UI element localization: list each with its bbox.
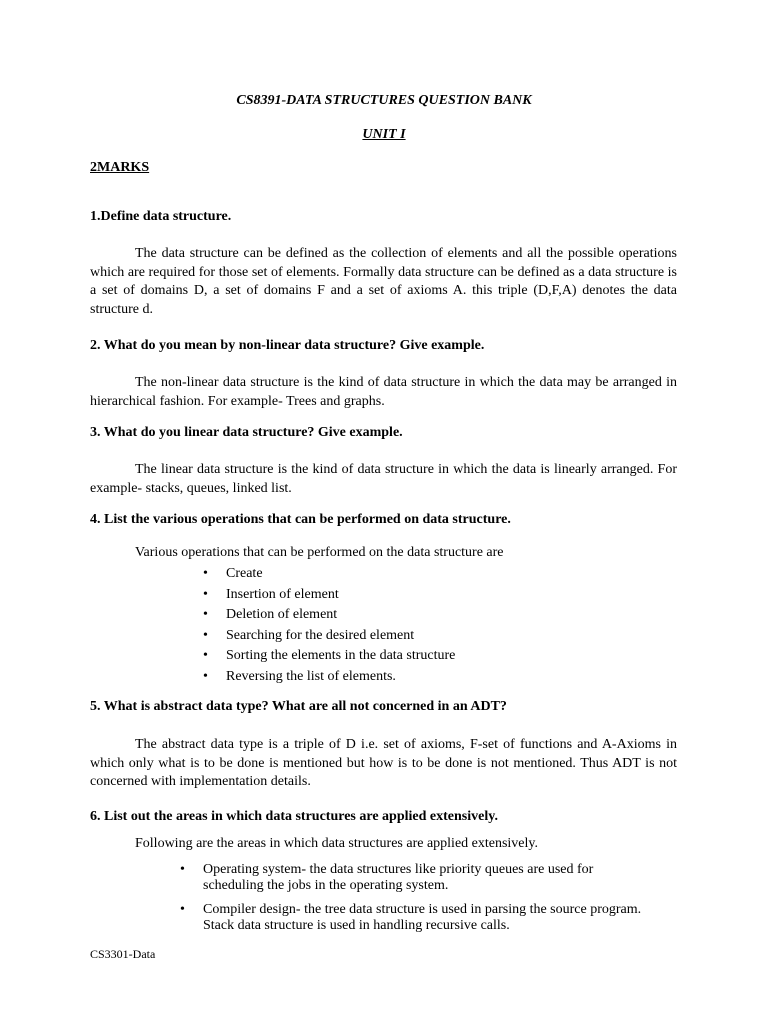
bullet-icon: • (203, 627, 208, 643)
list-item-text: Operating system- the data structures like priority queues are used for scheduling the jobs in the operating system. (203, 862, 594, 893)
list-item-text: Deletion of element (226, 607, 338, 623)
unit-heading: UNIT I (362, 127, 406, 142)
list-item (203, 585, 455, 606)
list-item-text: Insertion of element (226, 586, 339, 602)
question-6: 6. List out the areas in which data structures are applied extensively. (90, 809, 498, 824)
answer-1: The data structure can be defined as the collection of elements and all the possible operations which are required for those set of elements. Formally data structure can be defined as a data structure is a set of domains D, a set of domains F and a set of axioms A. this triple (D,F,A) denotes the data structure d. (90, 246, 677, 317)
list-item (180, 902, 650, 934)
bullet-icon: • (203, 668, 208, 684)
question-2: 2. What do you mean by non-linear data structure? Give example. (90, 338, 485, 353)
answer-2: The non-linear data structure is the kind of data structure in which the data may be arranged in hierarchical fashion. For example- Trees and graphs. (90, 375, 677, 409)
list-item (203, 646, 455, 667)
question-3: 3. What do you linear data structure? Give example. (90, 425, 403, 440)
list-item-text: Searching for the desired element (226, 627, 415, 643)
answer-6-intro: Following are the areas in which data structures are applied extensively. (135, 836, 539, 851)
operations-list (203, 564, 455, 688)
list-item (203, 605, 455, 626)
answer-3: The linear data structure is the kind of data structure in which the data is linearly arranged. For example- stacks, queues, linked list. (90, 462, 677, 496)
section-heading: 2MARKS (90, 160, 150, 175)
list-item (203, 564, 455, 585)
bullet-icon: • (203, 648, 208, 664)
question-4: 4. List the various operations that can be performed on data structure. (90, 512, 511, 527)
list-item-text: Reversing the list of elements. (226, 668, 396, 684)
list-item (203, 667, 455, 688)
bullet-icon: • (180, 902, 185, 917)
list-item (203, 626, 455, 647)
question-5: 5. What is abstract data type? What are all not concerned in an ADT? (90, 699, 507, 714)
page-footer: CS3301-Data (90, 947, 156, 961)
bullet-icon: • (203, 586, 208, 602)
question-1: 1.Define data structure. (90, 209, 232, 224)
list-item-text: Sorting the elements in the data structure (226, 648, 456, 664)
list-item (180, 862, 650, 894)
answer-5: The abstract data type is a triple of D i.e. set of axioms, F-set of functions and A-Axioms in which only what is to be done is mentioned but how is to be done is not mentioned. Thus ADT is not concerned with implementation details. (90, 737, 677, 789)
applications-list (180, 862, 650, 942)
document-title: CS8391-DATA STRUCTURES QUESTION BANK (236, 93, 532, 108)
answer-4-intro: Various operations that can be performed on the data structure are (135, 545, 504, 560)
bullet-icon: • (203, 566, 208, 581)
bullet-icon: • (203, 607, 208, 623)
list-item-text: Create (226, 566, 263, 581)
bullet-icon: • (180, 862, 185, 877)
list-item-text: Compiler design- the tree data structure is used in parsing the source program. Stack data structure is used in handling recursive calls. (203, 902, 642, 933)
